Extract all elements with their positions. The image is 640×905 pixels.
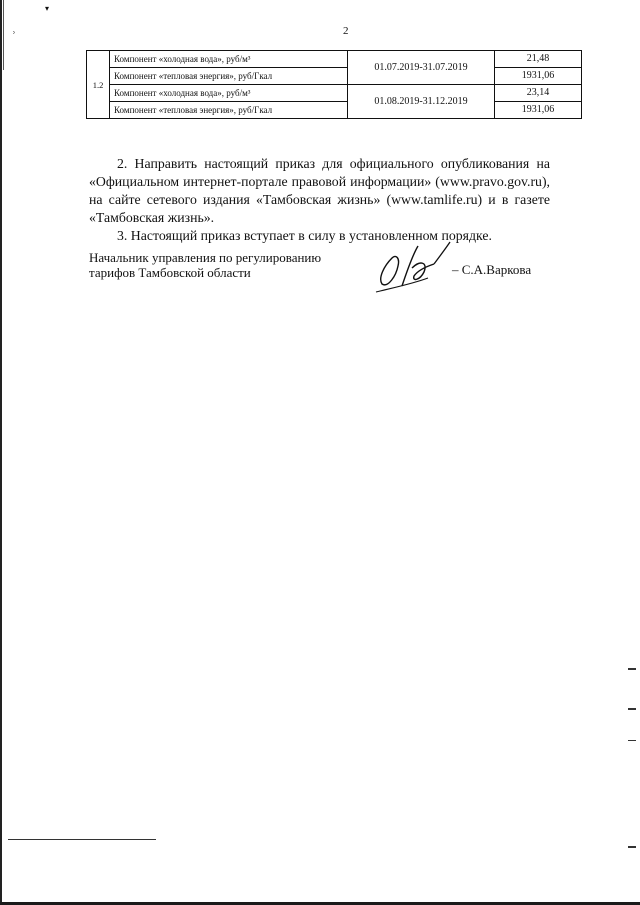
component-cell: Компонент «холодная вода», руб/м³ [110, 51, 348, 68]
tariff-table [86, 50, 582, 119]
signer-name: – С.А.Варкова [452, 262, 532, 277]
period-cell: 01.07.2019-31.07.2019 [348, 51, 495, 85]
table-row [87, 85, 582, 102]
group-number-cell: 1.2 [87, 51, 110, 119]
value-cell: 23,14 [495, 85, 582, 102]
order-text [89, 155, 550, 245]
page-number: 2 [343, 25, 349, 37]
period-cell: 01.08.2019-31.12.2019 [348, 85, 495, 119]
value-cell: 21,48 [495, 51, 582, 68]
table-row [87, 68, 582, 85]
scan-mark-top-left-small: ▾ [45, 4, 50, 13]
scan-mark-right [628, 740, 636, 741]
signer-position-line2: тарифов Тамбовской области [89, 265, 251, 280]
signer-position [89, 250, 359, 280]
bottom-rule [8, 839, 156, 840]
component-cell: Компонент «холодная вода», руб/м³ [110, 85, 348, 102]
table-row [87, 102, 582, 119]
paragraph-publication: 2. Направить настоящий приказ для официального опубликования на «Официальном интернет-портале правовой информации» (www.pravo.gov.ru), на сайте сетевого издания «Тамбовская жизнь» (www.tamlife.ru) и в газете «Тамбовская жизнь». [89, 156, 550, 225]
table-row [87, 51, 582, 68]
component-cell: Компонент «тепловая энергия», руб/Гкал [110, 102, 348, 119]
scan-mark-right [628, 846, 636, 848]
paragraph-effective: 3. Настоящий приказ вступает в силу в установленном порядке. [117, 228, 492, 243]
scan-mark-right [628, 668, 636, 670]
value-cell: 1931,06 [495, 102, 582, 119]
scan-mark-top-left: ⸒ [12, 20, 16, 34]
signer-position-line1: Начальник управления по регулированию [89, 250, 322, 265]
value-cell: 1931,06 [495, 68, 582, 85]
scan-edge-left [0, 0, 6, 905]
scan-mark-right [628, 708, 636, 710]
component-cell: Компонент «тепловая энергия», руб/Гкал [110, 68, 348, 85]
